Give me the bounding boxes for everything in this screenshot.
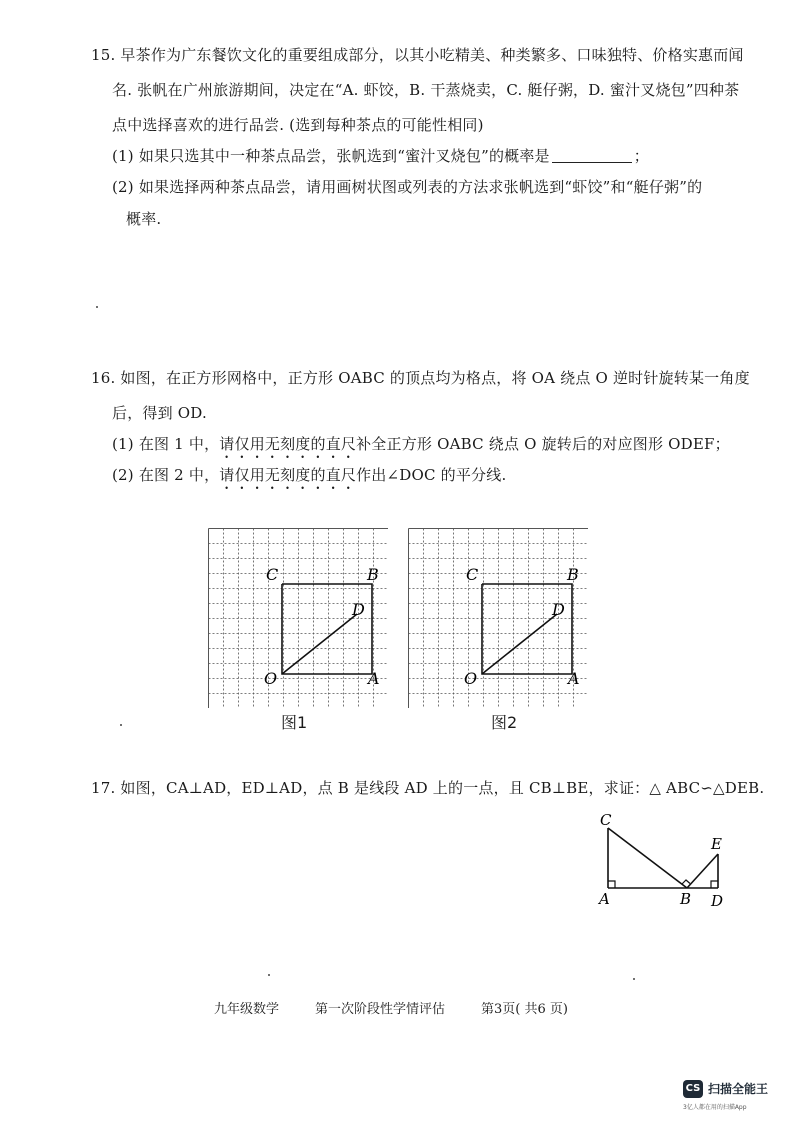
scan-speck xyxy=(268,974,270,976)
right-angle-mark-b xyxy=(682,880,690,884)
q15-sub1-text: (1) 如果只选其中一种茶点品尝，张帆选到“蜜汁叉烧包”的概率是 xyxy=(112,147,550,165)
label-c: C xyxy=(600,811,612,829)
answer-blank[interactable] xyxy=(552,148,632,163)
label-a: A xyxy=(568,669,580,688)
label-e: E xyxy=(711,835,722,853)
q15-line3: 点中选择喜欢的进行品尝. (选到每种茶点的可能性相同) xyxy=(112,116,484,134)
figure-2-grid xyxy=(408,528,588,708)
scan-speck xyxy=(96,306,98,308)
label-d: D xyxy=(552,600,565,619)
scan-speck xyxy=(120,724,122,726)
label-d: D xyxy=(352,600,365,619)
figure-1-grid xyxy=(208,528,388,708)
figure-1-caption: 图1 xyxy=(281,713,308,732)
label-b: B xyxy=(367,565,379,584)
q15-sub1-suffix: ； xyxy=(633,147,649,165)
figure-q17-triangles xyxy=(590,808,740,913)
watermark-tagline: 3亿人都在用的扫描App xyxy=(683,1104,747,1111)
label-c: C xyxy=(466,565,479,584)
label-o: O xyxy=(464,669,478,688)
q16-sub2-emph: 请仅用无刻度的直尺 xyxy=(219,466,357,484)
segment-be xyxy=(687,854,718,888)
figure-2-caption: 图2 xyxy=(491,713,518,732)
right-angle-mark-d xyxy=(711,881,718,888)
watermark-name: 扫描全能王 xyxy=(708,1082,769,1096)
label-c: C xyxy=(266,565,279,584)
label-a: A xyxy=(368,669,380,688)
q16-sub1-a: (1) 在图 1 中， xyxy=(112,435,220,453)
q16-sub1-c: 补全正方形 OABC 绕点 O 旋转后的对应图形 ODEF； xyxy=(356,435,730,453)
q16-sub2 xyxy=(112,464,506,493)
label-d: D xyxy=(711,892,724,910)
scanner-watermark xyxy=(683,1080,793,1120)
label-o: O xyxy=(264,669,278,688)
q16-line1: 16. 如图，在正方形网格中，正方形 OABC 的顶点均为格点，将 OA 绕点 O 逆时针旋转某一角度 xyxy=(91,369,750,387)
q16-sub1-emph: 请仅用无刻度的直尺 xyxy=(219,435,357,453)
q15-line2: 名. 张帆在广州旅游期间，决定在“A. 虾饺，B. 干蒸烧卖，C. 艇仔粥，D. 蜜汁叉烧包”四种茶 xyxy=(112,81,740,99)
q16-sub2-c: 作出∠DOC 的平分线. xyxy=(356,466,507,484)
q15-line1: 15. 早茶作为广东餐饮文化的重要组成部分，以其小吃精美、种类繁多、口味独特、价格实惠而闻 xyxy=(91,46,744,64)
q15-sub2-line1: (2) 如果选择两种茶点品尝，请用画树状图或列表的方法求张帆选到“虾饺”和“艇仔粥”的 xyxy=(112,178,703,196)
q16-sub1 xyxy=(112,433,730,462)
q16-line2: 后，得到 OD. xyxy=(112,404,207,422)
label-b: B xyxy=(680,890,692,908)
scan-speck xyxy=(633,978,635,980)
q16-sub2-a: (2) 在图 2 中， xyxy=(112,466,220,484)
footer-subject: 九年级数学 xyxy=(214,1002,280,1017)
segment-cb xyxy=(608,828,687,888)
q17-line1: 17. 如图，CA⊥AD，ED⊥AD，点 B 是线段 AD 上的一点，且 CB⊥BE，求证：△ ABC∽△DEB. xyxy=(91,779,765,797)
q15-sub1 xyxy=(112,145,649,167)
segment-od xyxy=(482,614,557,674)
right-angle-mark-a xyxy=(608,881,615,888)
label-b: B xyxy=(567,565,579,584)
footer-exam: 第一次阶段性学情评估 xyxy=(315,1002,446,1017)
cs-logo-icon: CS xyxy=(683,1080,703,1098)
footer-page: 第3页( 共6 页) xyxy=(481,1002,568,1017)
q15-sub2-line2: 概率. xyxy=(126,210,162,228)
label-a: A xyxy=(599,890,610,908)
segment-od xyxy=(282,614,357,674)
